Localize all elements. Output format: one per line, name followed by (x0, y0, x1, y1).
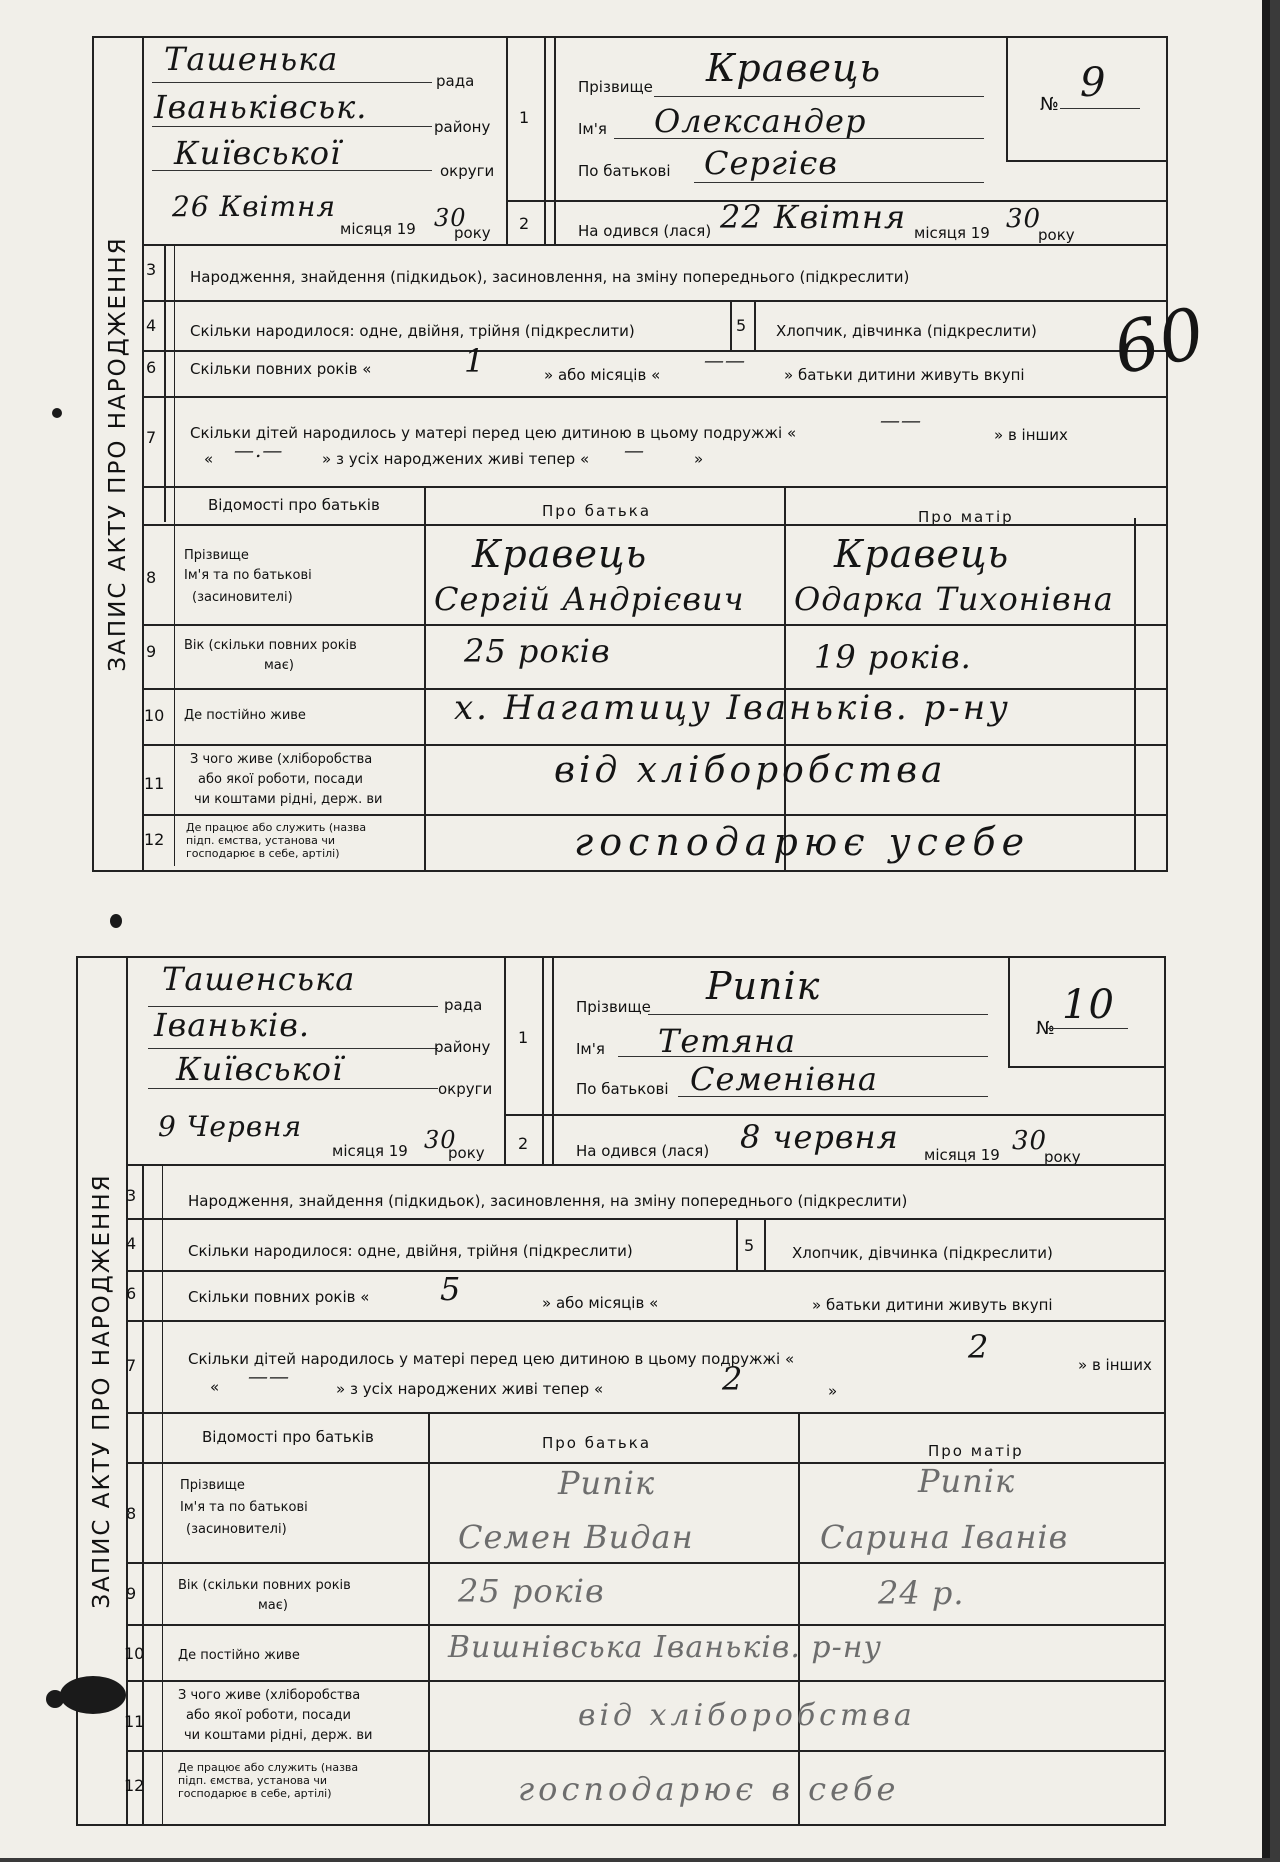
child-patronymic-label: По батькові (576, 1080, 669, 1098)
rada-handwritten: Ташенська (162, 960, 356, 998)
row7-text-c: « (204, 450, 214, 468)
row7-other-handwritten: —.— (234, 438, 284, 462)
row7-text-e: » (694, 450, 704, 468)
father-surname-handwritten: Кравець (472, 532, 648, 576)
child-name-handwritten: Тетяна (658, 1022, 796, 1060)
margin-note-handwritten: 60 (1106, 291, 1213, 391)
born-month-label: місяця 19 (924, 1146, 1000, 1164)
row5-text: Хлопчик, дівчинка (підкреслити) (776, 322, 1037, 340)
record-date-label: місяця 19 (332, 1142, 408, 1160)
born-month-label: місяця 19 (914, 224, 990, 242)
born-year-handwritten: 30 (1012, 1126, 1048, 1156)
row6-years-handwritten: 5 (440, 1270, 462, 1308)
mother-column-head: Про матір (918, 508, 1014, 526)
row7-text-a: Скільки дітей народилось у матері перед цею дитиною в цьому подружжі « (190, 424, 797, 442)
rayon-handwritten: Іваньківськ. (154, 88, 368, 126)
record-date-day-handwritten: 9 Червня (158, 1110, 303, 1143)
row7-alive-handwritten: — (624, 438, 645, 462)
father-name-handwritten: Сергій Андрієвич (434, 580, 745, 618)
record-date-label: місяця 19 (340, 220, 416, 238)
record-date-day-handwritten: 26 Квітня (172, 190, 336, 223)
row7-text-e: » (828, 1382, 838, 1400)
row7-text-b: » в інших (994, 426, 1068, 444)
child-patronymic-handwritten: Сергієв (704, 144, 838, 182)
child-name-label: Ім'я (576, 1040, 605, 1058)
birth-record-1: ЗАПИС АКТУ ПРО НАРОДЖЕННЯ Ташенька рада Іваньківськ. району Київської округи 26 Квітня місяця 19 30 року 1 2 Прізвище Кравець Ім'я Олександер По батькові Сергієв № 9 На одився (лася) 22 Квітня місяця 19 30 року 3 Народження, знайдення (підкидьок), засиновлення, на зміну попереднього (підкреслити) 4 Скільки народилося: одне, двійня, трійня (підкреслити) 5 Хлопчик, дівчинка (підкреслити) 6 Скільки повних років « 1 » або місяців « —— » батьки дитини живуть вкупі 7 Скільки дітей народилось у матері перед цею дитиною в цьому подружжі « —— » в інших « —.— » з усіх народжених живі тепер « — » Відомості про батьків Про батька Про матір 8 Прізвище Ім'я та по батькові (засиновителі) Кравець Сергій Андрієвич Кравець Одарка Тихонівна 9 Вік (скільки повних років має) 25 років 19 років. 10 Де постійно живе х. Нагатицу Іваньків. р-ну 11 З чого живе (хліборобства або якої роботи, посади чи коштами рідні, держ. ви від хліборобства 12 Де працює або служить (назва підп. ємства, установа чи господарює в себе, артілі) господарює усебе 60 (92, 36, 1168, 872)
ink-stain (52, 408, 62, 418)
record-date-year-handwritten: 30 (434, 204, 467, 232)
mother-name-handwritten: Сарина Іванів (820, 1518, 1069, 1556)
mother-age-handwritten: 19 років. (814, 638, 972, 676)
okruga-handwritten: Київської (176, 1050, 344, 1088)
born-suffix: року (1044, 1148, 1081, 1166)
row6-text-c: » батьки дитини живуть вкупі (812, 1296, 1053, 1314)
row7-alive-handwritten: 2 (722, 1360, 744, 1398)
row3-text: Народження, знайдення (підкидьок), засиновлення, на зміну попереднього (підкреслити) (190, 268, 910, 286)
row7-text-b: » в інших (1078, 1356, 1152, 1374)
rayon-handwritten: Іваньків. (154, 1006, 310, 1044)
mother-name-handwritten: Одарка Тихонівна (794, 580, 1114, 618)
workplace-handwritten: господарює усебе (574, 820, 1031, 864)
mother-age-handwritten: 24 р. (878, 1574, 965, 1612)
row3-text: Народження, знайдення (підкидьок), засиновлення, на зміну попереднього (підкреслити) (188, 1192, 908, 1210)
born-suffix: року (1038, 226, 1075, 244)
side-title: ЗАПИС АКТУ ПРО НАРОДЖЕННЯ (94, 38, 144, 870)
row7-marriage-handwritten: —— (880, 408, 922, 432)
row4-text: Скільки народилося: одне, двійня, трійня (підкреслити) (190, 322, 635, 340)
row7-marriage-handwritten: 2 (968, 1328, 990, 1366)
row6-years-handwritten: 1 (464, 342, 486, 380)
child-surname-handwritten: Кравець (706, 46, 882, 90)
rayon-label: району (434, 118, 491, 136)
residence-handwritten: х. Нагатицу Іваньків. р-ну (454, 688, 1011, 728)
father-age-handwritten: 25 років (458, 1572, 605, 1610)
row6-months-handwritten: —— (704, 348, 746, 372)
child-surname-label: Прізвище (578, 78, 653, 96)
father-age-handwritten: 25 років (464, 632, 611, 670)
row6-text-b: » або місяців « (542, 1294, 659, 1312)
child-surname-label: Прізвище (576, 998, 651, 1016)
record-number-label: № (1040, 94, 1059, 115)
row6-text-c: » батьки дитини живуть вкупі (784, 366, 1025, 384)
born-label: На одився (лася) (578, 222, 712, 240)
rada-label: рада (436, 72, 475, 90)
father-surname-handwritten: Рипік (558, 1464, 656, 1502)
row7-text-c: « (210, 1378, 220, 1396)
parents-head-label: Відомості про батьків (202, 1428, 374, 1446)
mother-surname-handwritten: Кравець (834, 532, 1010, 576)
ink-stain (110, 914, 122, 928)
rayon-label: району (434, 1038, 491, 1056)
rada-label: рада (444, 996, 483, 1014)
mother-surname-handwritten: Рипік (918, 1462, 1016, 1500)
born-year-handwritten: 30 (1006, 204, 1042, 234)
row4-text: Скільки народилося: одне, двійня, трійня (підкреслити) (188, 1242, 633, 1260)
row6-text-b: » або місяців « (544, 366, 661, 384)
child-surname-handwritten: Рипік (706, 964, 821, 1008)
record-date-suffix: року (454, 224, 491, 242)
row6-text-a: Скільки повних років « (190, 360, 372, 378)
child-name-handwritten: Олександер (654, 102, 867, 140)
father-column-head: Про батька (542, 502, 652, 520)
child-patronymic-handwritten: Семенівна (690, 1060, 878, 1098)
okruga-label: округи (440, 162, 495, 180)
birth-record-2: ЗАПИС АКТУ ПРО НАРОДЖЕННЯ Ташенська рада Іваньків. району Київської округи 9 Червня місяця 19 30 року 1 2 Прізвище Рипік Ім'я Тетяна По батькові Семенівна № 10 На одився (лася) 8 червня місяця 19 30 року 3 Народження, знайдення (підкидьок), засиновлення, на зміну попереднього (підкреслити) 4 Скільки народилося: одне, двійня, трійня (підкреслити) 5 Хлопчик, дівчинка (підкреслити) 6 Скільки повних років « 5 » або місяців « » батьки дитини живуть вкупі 7 Скільки дітей народилось у матері перед цею дитиною в цьому подружжі « 2 » в інших « —— » з усіх народжених живі тепер « 2 » Відомості про батьків Про батька Про матір 8 Прізвище Ім'я та по батькові (засиновителі) Рипік Семен Видан Рипік Сарина Іванів 9 Вік (скільки повних років має) 25 років 24 р. 10 Де постійно живе Вишнівська Іваньків. р-ну 11 З чого живе (хліборобства або якої роботи, посади чи коштами рідні, держ. ви від хліборобства 12 Де працює або служить (назва підп. ємства, установа чи господарює в себе, артілі) господарює в себе (76, 956, 1166, 1826)
row5-text: Хлопчик, дівчинка (підкреслити) (792, 1244, 1053, 1262)
ink-stain (46, 1690, 64, 1708)
ink-stain (60, 1676, 126, 1714)
born-day-handwritten: 8 червня (740, 1118, 899, 1156)
father-name-handwritten: Семен Видан (458, 1518, 694, 1556)
mother-column-head: Про матір (928, 1442, 1024, 1460)
row6-text-a: Скільки повних років « (188, 1288, 370, 1306)
parents-head-label: Відомості про батьків (208, 496, 380, 514)
record-date-suffix: року (448, 1144, 485, 1162)
record-number-label: № (1036, 1018, 1055, 1039)
born-label: На одився (лася) (576, 1142, 710, 1160)
record-date-year-handwritten: 30 (424, 1126, 457, 1154)
okruga-label: округи (438, 1080, 493, 1098)
child-patronymic-label: По батькові (578, 162, 671, 180)
residence-handwritten: Вишнівська Іваньків. р-ну (448, 1630, 882, 1665)
father-column-head: Про батька (542, 1434, 652, 1452)
side-title: ЗАПИС АКТУ ПРО НАРОДЖЕННЯ (78, 958, 128, 1824)
occupation-handwritten: від хліборобства (554, 750, 947, 791)
workplace-handwritten: господарює в себе (518, 1770, 900, 1808)
occupation-handwritten: від хліборобства (578, 1698, 916, 1733)
child-name-label: Ім'я (578, 120, 607, 138)
record-number-handwritten: 10 (1062, 982, 1115, 1028)
row7-text-d: » з усіх народжених живі тепер « (336, 1380, 604, 1398)
okruga-handwritten: Київської (174, 134, 342, 172)
row7-other-handwritten: —— (248, 1364, 290, 1388)
rada-handwritten: Ташенька (164, 40, 339, 78)
row7-text-a: Скільки дітей народилось у матері перед цею дитиною в цьому подружжі « (188, 1350, 795, 1368)
row7-text-d: » з усіх народжених живі тепер « (322, 450, 590, 468)
born-day-handwritten: 22 Квітня (720, 198, 907, 236)
record-number-handwritten: 9 (1080, 60, 1107, 106)
